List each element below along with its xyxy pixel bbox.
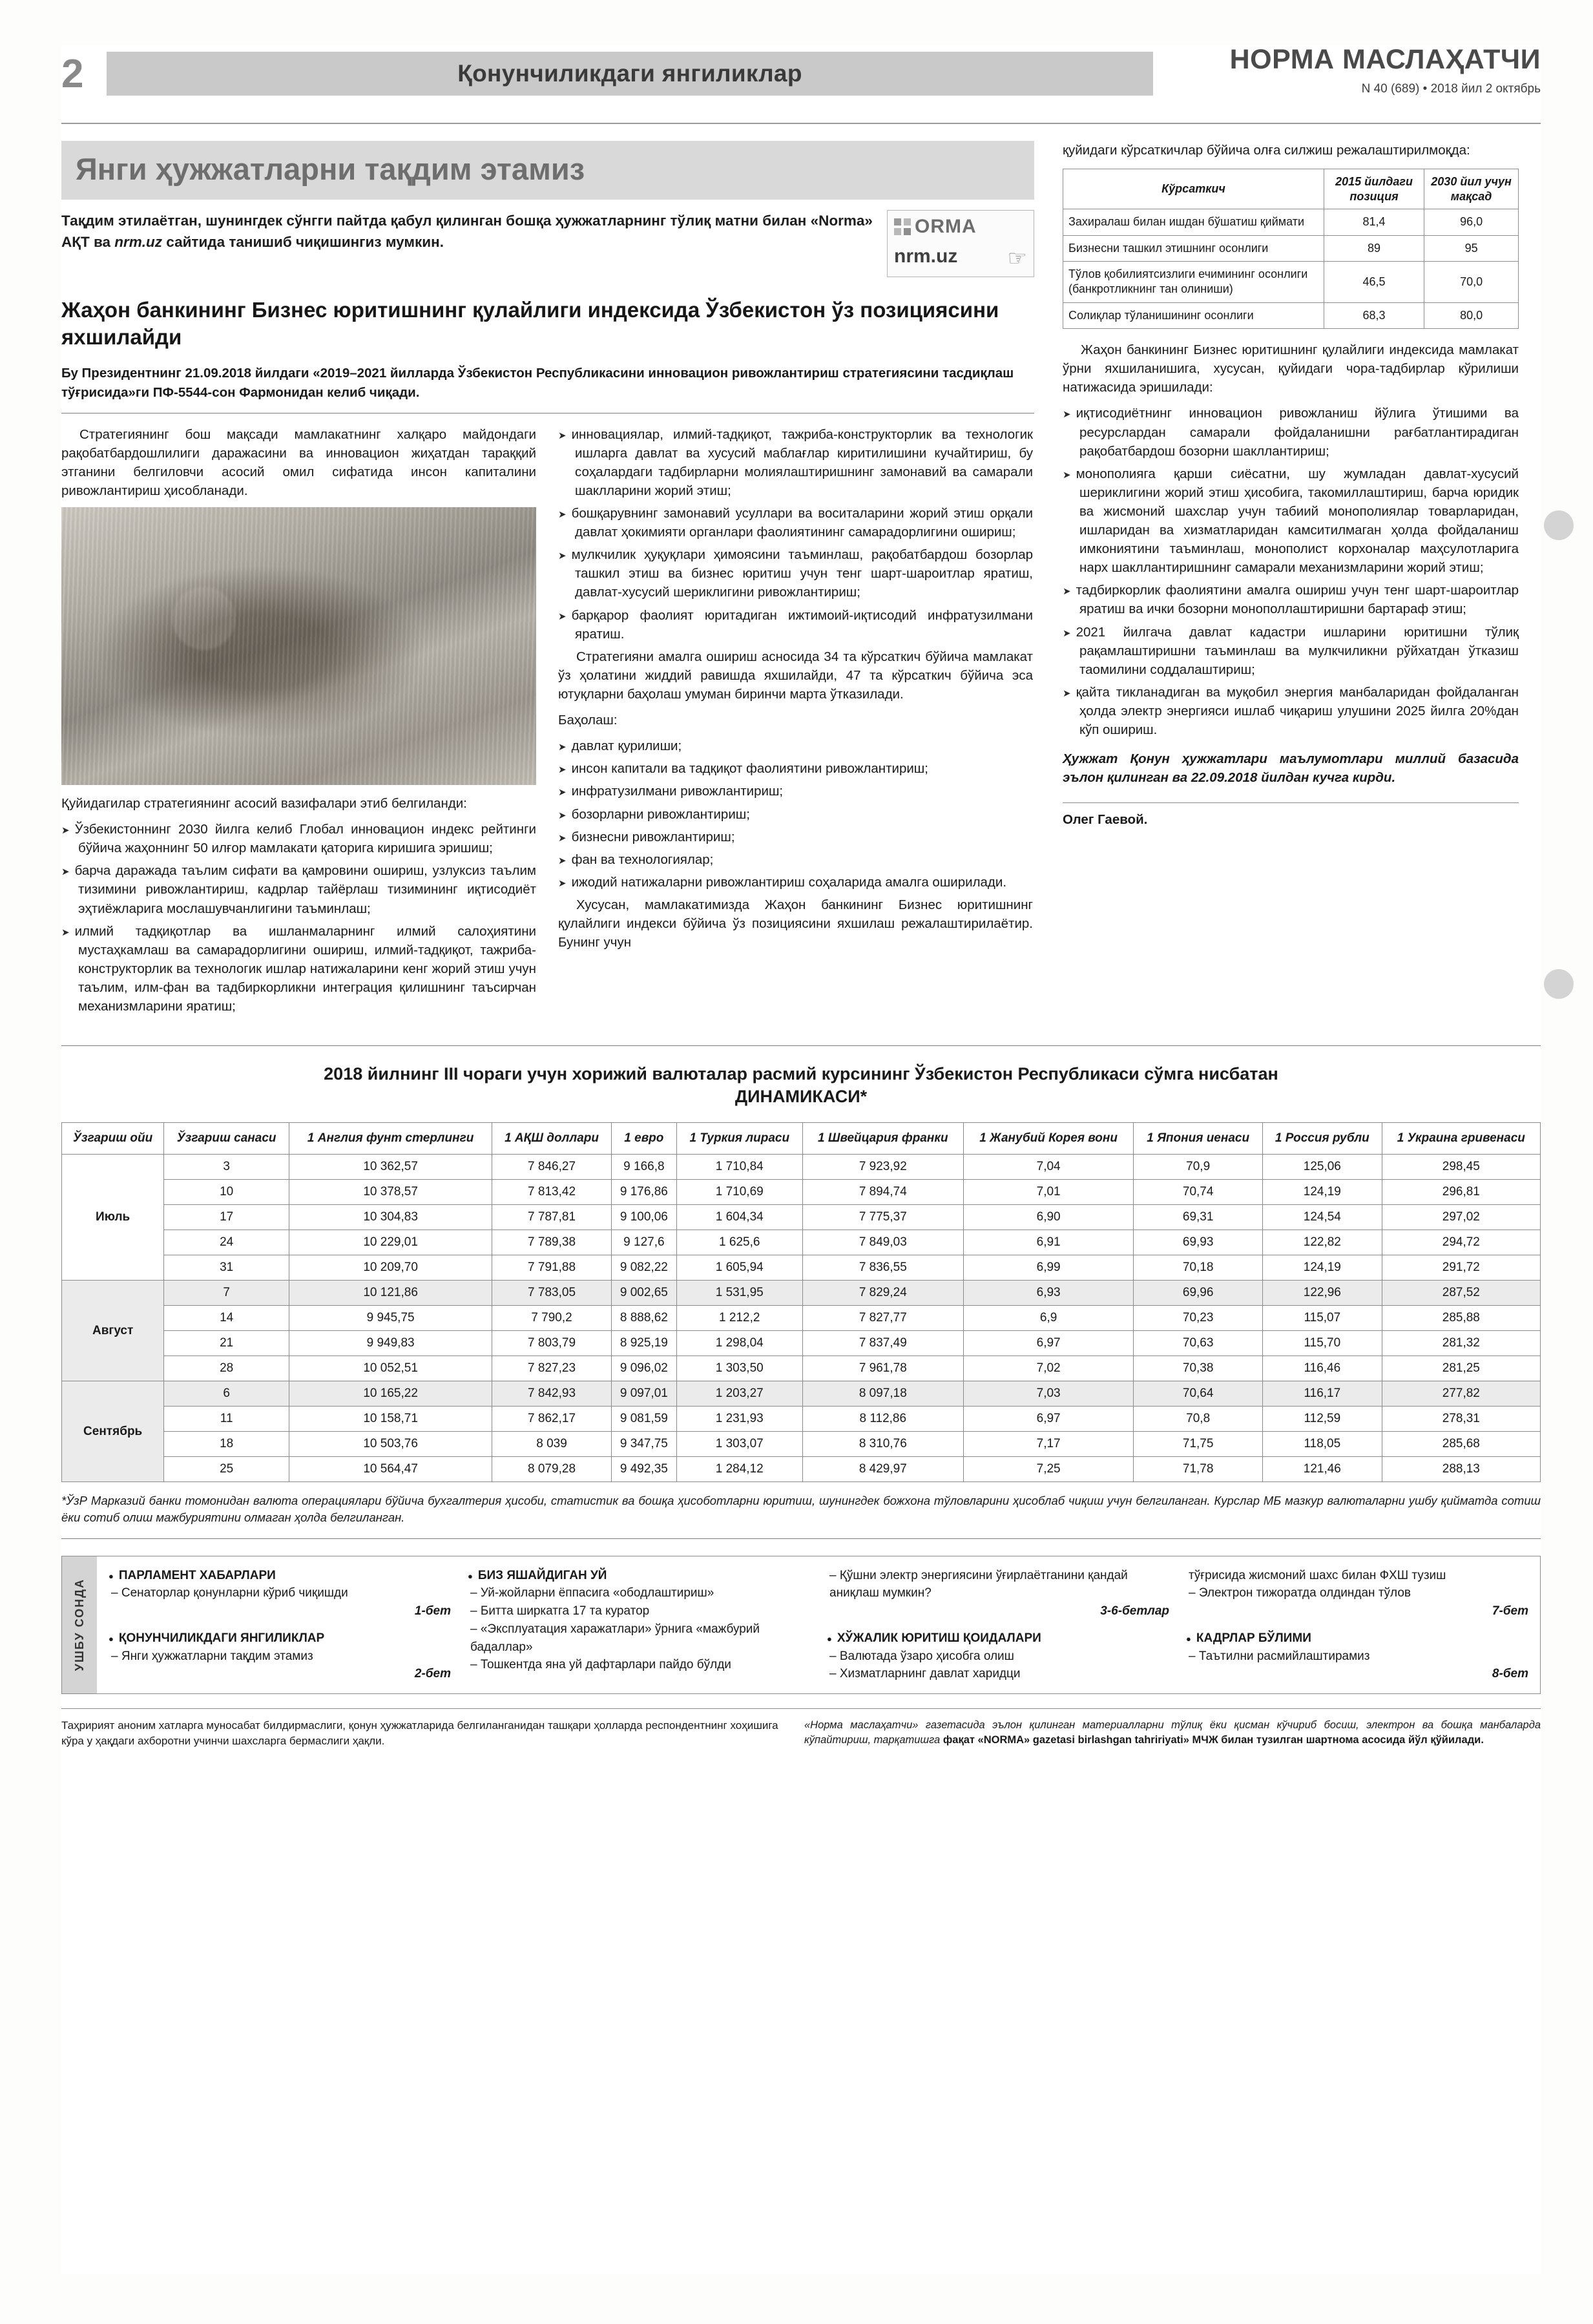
contents-heading: ● ҚОНУНЧИЛИКДАГИ ЯНГИЛИКЛАР — [109, 1629, 451, 1648]
cell: 9 492,35 — [611, 1457, 676, 1482]
cell: 298,45 — [1382, 1155, 1540, 1180]
cell: Тўлов қобилиятсизлиги ечимининг осонлиги (банкротликнинг тан олиниши) — [1063, 261, 1324, 302]
table-row — [1063, 209, 1519, 235]
cell: 124,54 — [1263, 1205, 1382, 1230]
contents-col-2 — [468, 1567, 810, 1683]
col-header-indicator: Кўрсаткич — [1063, 169, 1324, 209]
col-header-jpy: 1 Япония иенаси — [1134, 1123, 1263, 1155]
table-row — [62, 1281, 1541, 1306]
paragraph: Стратегиянинг бош мақсади мамлакатнинг халқаро майдондаги рақобатбардошлилиги даражасини ва инновацион жиҳатдан тараққий этганини белгиловчи асосий омил сифатида инсон капиталини ривожлантириш ҳисобланади. — [61, 426, 536, 498]
cell: 89 — [1324, 235, 1424, 261]
cell: 10 503,76 — [289, 1432, 492, 1457]
cell: 70,23 — [1134, 1306, 1263, 1331]
cell: 7 837,49 — [802, 1331, 963, 1356]
footer-copyright — [804, 1718, 1541, 1749]
table-row — [62, 1180, 1541, 1205]
cell: 9 096,02 — [611, 1356, 676, 1381]
table-row — [62, 1230, 1541, 1255]
paragraph: Стратегияни амалга ошириш асносида 34 та кўрсаткич бўйича мамлакат ўз ҳолатини жиддий равишда яхшилайди, 47 та кўрсаткич бўйича эса ютуқларни баҳолаш умуман биринчи марта ўтказилади. — [558, 649, 1033, 702]
cell: 81,4 — [1324, 209, 1424, 235]
currency-title — [61, 1063, 1541, 1108]
cell: 7,03 — [963, 1381, 1133, 1407]
currency-title-line2: ДИНАМИКАСИ* — [734, 1087, 868, 1107]
document-note: Ҳужжат Қонун ҳужжатлари маълумотлари миллий базасида эълон қилинган ва 22.09.2018 йилдан кучга кирди. — [1063, 751, 1519, 786]
publication-brand: НОРМА МАСЛАҲАТЧИ — [1229, 44, 1541, 75]
cell: 9 347,75 — [611, 1432, 676, 1457]
cell: 1 303,07 — [676, 1432, 802, 1457]
cell: 70,0 — [1424, 261, 1519, 302]
col-header-chf: 1 Швейцария франки — [802, 1123, 963, 1155]
cell: 7 783,05 — [492, 1281, 612, 1306]
cell: 69,93 — [1134, 1230, 1263, 1255]
promo-lead-part1: Тақдим этилаётган, шунингдек сўнгги пайтда қабул қилинган бошқа ҳужжатларнинг тўлиқ матни билан «Norma» АҚТ ва — [61, 212, 873, 251]
footer-copyright-part1: «Норма маслаҳатчи» газетасида эълон қилинган материалларни тўлиқ ёки қисман кўчириб босиш, электрон ва бошқа манбаларда кўпайтириш, тарқатишга — [804, 1719, 1541, 1746]
cell: 8 079,28 — [492, 1457, 612, 1482]
masthead — [61, 45, 1541, 118]
article-photo — [61, 507, 536, 785]
cell: 1 710,84 — [676, 1155, 802, 1180]
cell: 8 112,86 — [802, 1407, 963, 1432]
cell: 70,64 — [1134, 1381, 1263, 1407]
cell: 46,5 — [1324, 261, 1424, 302]
cell: 7 842,93 — [492, 1381, 612, 1407]
contents-columns — [97, 1556, 1540, 1693]
cell: 10 229,01 — [289, 1230, 492, 1255]
cell: 7 894,74 — [802, 1180, 963, 1205]
bullet-item: ➤ илмий тадқиқотлар ва ишланмаларнинг илмий салоҳиятини мустаҳкамлаш ва самарадорлигини ошириш, илмий-тадқиқот, тажриба-конструкторлик ва технологик ишлар натижаларини кенг жорий этиш учун таълим, илм-фан ва тадбиркорликни интеграция қилишнинг таъсирчан механизмларини яратиш; — [61, 922, 536, 1016]
cell: 70,8 — [1134, 1407, 1263, 1432]
cell: 1 303,50 — [676, 1356, 802, 1381]
promo-lead-part2: сайтида танишиб чиқишингиз мумкин. — [162, 234, 444, 251]
cell: 6 — [164, 1381, 289, 1407]
cell: 6,93 — [963, 1281, 1133, 1306]
norma-logo[interactable] — [887, 210, 1034, 277]
cell: 1 203,27 — [676, 1381, 802, 1407]
cell: 121,46 — [1263, 1457, 1382, 1482]
currency-table — [61, 1122, 1541, 1482]
cell: 3 — [164, 1155, 289, 1180]
paragraph: Жаҳон банкининг Бизнес юритишнинг қулайлиги индексида мамлакат ўрни яхшиланишига, хусусан, қуйидаги чора-тадбирлар кўрилиши натижасида эришилади: — [1063, 342, 1519, 395]
cell-month: Июль — [62, 1155, 164, 1281]
cell: 10 121,86 — [289, 1281, 492, 1306]
cell: Захиралаш билан ишдан бўшатиш қиймати — [1063, 209, 1324, 235]
bullet-item: ➤ бизнесни ривожлантириш; — [558, 828, 1033, 846]
right-column — [1056, 141, 1519, 1020]
contents-heading: ● БИЗ ЯШАЙДИГАН УЙ — [468, 1567, 810, 1585]
cell: 69,96 — [1134, 1281, 1263, 1306]
contents-heading: ● ПАРЛАМЕНТ ХАБАРЛАРИ — [109, 1567, 451, 1585]
cell: 1 298,04 — [676, 1331, 802, 1356]
paragraph: Хусусан, мамлакатимизда Жаҳон банкининг Бизнес юритишнинг қулайлиги индекси бўйича ўз позициясини яхшилаш режалаштирилаётир. Бунинг учун — [558, 897, 1033, 950]
cell: 28 — [164, 1356, 289, 1381]
cell: 7 862,17 — [492, 1407, 612, 1432]
article-subhead: Жаҳон банкининг Бизнес юритишнинг қулайлиги индексида Ўзбекистон ўз позициясини яхшилайди — [61, 297, 999, 349]
col-header-2015: 2015 йилдаги позиция — [1324, 169, 1424, 209]
cell: 1 604,34 — [676, 1205, 802, 1230]
cell: 7 789,38 — [492, 1230, 612, 1255]
cell: 1 284,12 — [676, 1457, 802, 1482]
bullet-item: ➤ Ўзбекистоннинг 2030 йилга келиб Глобал инновацион индекс рейтинги бўйича жаҳоннинг 50 илғор мамлакати қаторига киришига эришиш; — [61, 820, 536, 857]
cell: 18 — [164, 1432, 289, 1457]
contents-item[interactable]: – Тошкентда яна уй дафтарлари пайдо бўлди — [470, 1658, 731, 1672]
cell: 124,19 — [1263, 1255, 1382, 1281]
contents-col-1 — [109, 1567, 451, 1683]
cell: 7 827,77 — [802, 1306, 963, 1331]
cell: 7 827,23 — [492, 1356, 612, 1381]
cell: 7,04 — [963, 1155, 1133, 1180]
col-header-2030: 2030 йил учун мақсад — [1424, 169, 1519, 209]
cell: 7 829,24 — [802, 1281, 963, 1306]
cell: 9 949,83 — [289, 1331, 492, 1356]
cell: 10 209,70 — [289, 1255, 492, 1281]
cell: 7 849,03 — [802, 1230, 963, 1255]
section-banner — [107, 52, 1153, 96]
norma-wordmark — [894, 216, 1027, 238]
article-author: Олег Гаевой. — [1063, 802, 1519, 828]
cell: 125,06 — [1263, 1155, 1382, 1180]
bullet-item: ➤ мулкчилик ҳуқуқлари ҳимоясини таъминлаш, рақобатбардош бозорлар ташкил этиш ва бизнес юритиш учун тенг шарт-шароитлар яратиш, давлат-хусусий шериклигини ривожлантириш; — [558, 545, 1033, 602]
cell: 9 127,6 — [611, 1230, 676, 1255]
contents-heading: ● КАДРЛАР БЎЛИМИ — [1186, 1629, 1528, 1648]
cell: 7 — [164, 1281, 289, 1306]
cell: 9 002,65 — [611, 1281, 676, 1306]
cell: 115,70 — [1263, 1331, 1382, 1356]
cell: 9 097,01 — [611, 1381, 676, 1407]
cell: 1 531,95 — [676, 1281, 802, 1306]
cell: 9 945,75 — [289, 1306, 492, 1331]
table-row — [62, 1457, 1541, 1482]
cell: 70,74 — [1134, 1180, 1263, 1205]
bullet-item: ➤ барча даражада таълим сифати ва қамровини ошириш, узлуксиз таълим тизимини ривожлантириш, кадрлар тайёрлаш тизимининг иқтисодиёт эҳтиёжларига мослашувчанлигини таъминлаш; — [61, 861, 536, 917]
table-row — [62, 1205, 1541, 1230]
cell: 7 775,37 — [802, 1205, 963, 1230]
cell: 7,17 — [963, 1432, 1133, 1457]
cell: 291,72 — [1382, 1255, 1540, 1281]
bullet-item: ➤ монополияга қарши сиёсатни, шу жумладан давлат-хусусий шериклигини жорий этиш ҳисобига, такомиллаштириш, барча юридик ва жисмоний шахслар учун табиий монополиялар товарларидан, ишларидан ва хизматларидан камситилмаган ҳолда фойдаланиш имкониятини таъминлаш, монополист корхоналар маҳсулотларига нарх шакллантиришнинг самарали механизмларини жорий этиш; — [1063, 465, 1519, 578]
cell: 70,18 — [1134, 1255, 1263, 1281]
article-area — [61, 141, 1541, 1020]
cell: 95 — [1424, 235, 1519, 261]
cell: 8 097,18 — [802, 1381, 963, 1407]
table-row — [1063, 302, 1519, 328]
cell: 8 888,62 — [611, 1306, 676, 1331]
indicators-table — [1063, 169, 1519, 329]
cell: Солиқлар тўланишининг осонлиги — [1063, 302, 1324, 328]
cell: 8 925,19 — [611, 1331, 676, 1356]
cell: 281,25 — [1382, 1356, 1540, 1381]
bullet-item: ➤ қайта тикланадиган ва муқобил энергия манбаларидан фойдаланган ҳолда электр энергияси ишлаб чиқариш улушини 2025 йилга 20%дан кўп ошириш. — [1063, 683, 1519, 739]
col-header-try: 1 Туркия лираси — [676, 1123, 802, 1155]
cell: 296,81 — [1382, 1180, 1540, 1205]
cell: 10 362,57 — [289, 1155, 492, 1180]
cell: 7 846,27 — [492, 1155, 612, 1180]
bullet-item: ➤ бозорларни ривожлантириш; — [558, 805, 1033, 824]
bullet-item: ➤ давлат қурилиши; — [558, 737, 1033, 755]
article-col-1 — [61, 425, 536, 1020]
cell: 112,59 — [1263, 1407, 1382, 1432]
cell: 122,82 — [1263, 1230, 1382, 1255]
cell: 10 165,22 — [289, 1381, 492, 1407]
section-title: Қонунчиликдаги янгиликлар — [457, 60, 802, 87]
cell: 6,99 — [963, 1255, 1133, 1281]
article-col-2 — [558, 425, 1033, 1020]
cell: 116,17 — [1263, 1381, 1382, 1407]
cell: 80,0 — [1424, 302, 1519, 328]
bullet-item: ➤ инфратузилмани ривожлантириш; — [558, 782, 1033, 801]
table-header-row — [1063, 169, 1519, 209]
table-row — [62, 1306, 1541, 1331]
page-footer — [61, 1708, 1541, 1749]
contents-item[interactable]: – Валютада ўзаро ҳисобга олиш — [829, 1649, 1014, 1663]
cell: 9 100,06 — [611, 1205, 676, 1230]
cell: 7 803,79 — [492, 1331, 612, 1356]
paragraph: Қуйидагилар стратегиянинг асосий вазифалари этиб белгиланди: — [61, 795, 467, 811]
cell: 7 787,81 — [492, 1205, 612, 1230]
cell: 285,68 — [1382, 1432, 1540, 1457]
page-sheet — [61, 45, 1541, 2274]
contents-col-3 — [827, 1567, 1169, 1683]
cell: 287,52 — [1382, 1281, 1540, 1306]
contents-heading: ● ХЎЖАЛИК ЮРИТИШ ҚОИДАЛАРИ — [827, 1629, 1169, 1648]
cell: 6,90 — [963, 1205, 1133, 1230]
masthead-rule — [61, 123, 1541, 124]
cell: 7 813,42 — [492, 1180, 612, 1205]
right-body — [1063, 340, 1519, 828]
cell: 7 836,55 — [802, 1255, 963, 1281]
col-header-eur: 1 евро — [611, 1123, 676, 1155]
cell: 21 — [164, 1331, 289, 1356]
table-row — [1063, 235, 1519, 261]
cell: 70,38 — [1134, 1356, 1263, 1381]
issue-line: N 40 (689) • 2018 йил 2 октябрь — [1361, 82, 1541, 96]
table-row — [62, 1432, 1541, 1457]
bullet-item: ➤ иқтисодиётнинг инновацион ривожланиш йўлига ўтишими ва ресурслардан самарали фойдаланишни рағбатлантирадиган рақобатбардош бозорни шакллантириш; — [1063, 404, 1519, 460]
masthead-right — [1153, 45, 1541, 96]
article-intro: Бу Президентнинг 21.09.2018 йилдаги «2019–2021 йилларда Ўзбекистон Республикасини инновацион ривожлантириш стратегиясини тасдиқлаш тўғрисида»ги ПФ-5544-сон Фармонидан келиб чиқади. — [61, 364, 1034, 413]
footer-copyright-bold: фақат «NORMA» gazetasi birlashgan tahririyati» МЧЖ билан тузилган шартнома асосида йўл қўйилади. — [942, 1734, 1484, 1746]
contents-page: 2-бет — [414, 1667, 451, 1681]
col-header-month: Ўзгариш ойи — [62, 1123, 164, 1155]
cell: 1 231,93 — [676, 1407, 802, 1432]
cell: 68,3 — [1324, 302, 1424, 328]
cell: 31 — [164, 1255, 289, 1281]
contents-page: 7-бет — [1492, 1604, 1528, 1618]
cell: 6,9 — [963, 1306, 1133, 1331]
cell: Бизнесни ташкил этишнинг осонлиги — [1063, 235, 1324, 261]
contents-tab — [62, 1556, 97, 1693]
cell: 1 625,6 — [676, 1230, 802, 1255]
contents-item[interactable]: – Электрон тижоратда олдиндан тўлов — [1189, 1586, 1411, 1600]
cell: 1 710,69 — [676, 1180, 802, 1205]
cell: 7 961,78 — [802, 1356, 963, 1381]
cell: 70,9 — [1134, 1155, 1263, 1180]
col-header-gbp: 1 Англия фунт стерлинги — [289, 1123, 492, 1155]
cell: 294,72 — [1382, 1230, 1540, 1255]
currency-section — [61, 1045, 1541, 1538]
cell: 9 176,86 — [611, 1180, 676, 1205]
cell: 14 — [164, 1306, 289, 1331]
contents-item[interactable]: – Янги ҳужжатларни тақдим этамиз — [111, 1649, 313, 1663]
pointing-hand-icon: ☞ — [1007, 246, 1027, 271]
cell: 70,63 — [1134, 1331, 1263, 1356]
cell: 10 378,57 — [289, 1180, 492, 1205]
cell: 71,78 — [1134, 1457, 1263, 1482]
promo-headline: Янги ҳужжатларни тақдим этамиз — [76, 152, 585, 186]
cell: 116,46 — [1263, 1356, 1382, 1381]
contents-item[interactable]: – Хизматларнинг давлат харидци — [829, 1667, 1021, 1681]
contents-item[interactable]: – Сенаторлар қонунларни кўриб чиқишди — [111, 1586, 348, 1600]
cell: 281,32 — [1382, 1331, 1540, 1356]
cell-month: Сентябрь — [62, 1381, 164, 1482]
table-header-row — [62, 1123, 1541, 1155]
edge-dot — [1544, 510, 1574, 540]
table-row — [62, 1356, 1541, 1381]
cell: 24 — [164, 1230, 289, 1255]
promo-lead-row — [61, 210, 1034, 277]
cell: 10 158,71 — [289, 1407, 492, 1432]
cell: 285,88 — [1382, 1306, 1540, 1331]
cell: 69,31 — [1134, 1205, 1263, 1230]
cell: 7,02 — [963, 1356, 1133, 1381]
cell: 10 052,51 — [289, 1356, 492, 1381]
contents-page: 1-бет — [414, 1604, 451, 1618]
contents-item[interactable]: – «Эксплуатация харажатлари» ўрнига «мажбурий бадаллар» — [470, 1622, 760, 1654]
promo-lead-site: nrm.uz — [114, 234, 163, 251]
cell: 278,31 — [1382, 1407, 1540, 1432]
article-columns — [61, 425, 1034, 1020]
paragraph: қуйидаги кўрсаткичлар бўйича олға силжиш режалаштирилмоқда: — [1063, 143, 1470, 158]
cell: 6,97 — [963, 1407, 1133, 1432]
contents-item[interactable]: – Битта ширкатга 17 та куратор — [470, 1604, 650, 1618]
cell: 10 304,83 — [289, 1205, 492, 1230]
cell: 25 — [164, 1457, 289, 1482]
cell: 96,0 — [1424, 209, 1519, 235]
table-row — [62, 1381, 1541, 1407]
cell: 288,13 — [1382, 1457, 1540, 1482]
contents-box — [61, 1556, 1541, 1694]
cell: 10 — [164, 1180, 289, 1205]
cell: 11 — [164, 1407, 289, 1432]
cell: 1 212,2 — [676, 1306, 802, 1331]
cell: 8 429,97 — [802, 1457, 963, 1482]
cell: 122,96 — [1263, 1281, 1382, 1306]
cell: 7 791,88 — [492, 1255, 612, 1281]
bullet-item: ➤ ижодий натижаларни ривожлантириш соҳаларида амалга оширилади. — [558, 873, 1033, 892]
cell: 9 082,22 — [611, 1255, 676, 1281]
cell: 9 166,8 — [611, 1155, 676, 1180]
bullet-item: ➤ фан ва технологиялар; — [558, 850, 1033, 869]
edge-dot — [1544, 969, 1574, 999]
cell: 6,97 — [963, 1331, 1133, 1356]
cell: 124,19 — [1263, 1180, 1382, 1205]
contents-item[interactable]: – Қўшни электр энергиясини ўғирлаётганини қандай аниқлаш мумкин? — [829, 1568, 1128, 1600]
cell: 7,25 — [963, 1457, 1133, 1482]
col-header-date: Ўзгариш санаси — [164, 1123, 289, 1155]
cell: 118,05 — [1263, 1432, 1382, 1457]
cell: 7 923,92 — [802, 1155, 963, 1180]
table-row — [62, 1407, 1541, 1432]
currency-title-line1: 2018 йилнинг III чораги учун хорижий валюталар расмий курсининг Ўзбекистон Республикаси сўмга нисбатан — [324, 1064, 1278, 1084]
bullet-item: ➤ барқарор фаолият юритадиган ижтимоий-иқтисодий инфратузилмани яратиш. — [558, 606, 1033, 644]
bullet-item: ➤ инновациялар, илмий-тадқиқот, тажриба-конструкторлик ва технологик ишларга давлат ва хусусий маблағлар киритилишини кучайтириш, бу соҳалардаги тадбирларни молиялаштиришнинг замонавий ва самарали шаклларини жорий этиш; — [558, 425, 1033, 500]
footer-disclaimer: Таҳририят аноним хатларга муносабат билдирмаслиги, қонун ҳужжатларида белгиланганидан ташқари ҳолларда респондентнинг хоҳишига кўра у ҳақдаги ахборотни учинчи шахсларга бермаслиги ҳақли. — [61, 1719, 778, 1747]
list-title: Баҳолаш: — [558, 713, 618, 728]
contents-item[interactable]: – Таътилни расмийлаштирамиз — [1189, 1649, 1370, 1663]
bullet-item: ➤ бошқарувнинг замонавий усуллари ва воситаларини жорий этиш орқали давлат ҳокимияти органлари фаолиятининг самарадорлигини ошириш; — [558, 504, 1033, 541]
contents-page: 8-бет — [1492, 1667, 1528, 1681]
table-row — [1063, 261, 1519, 302]
col-header-rub: 1 Россия рубли — [1263, 1123, 1382, 1155]
cell: 297,02 — [1382, 1205, 1540, 1230]
cell: 1 605,94 — [676, 1255, 802, 1281]
table-row — [62, 1255, 1541, 1281]
cell: 6,91 — [963, 1230, 1133, 1255]
bullet-item: ➤ тадбиркорлик фаолиятини амалга ошириш учун тенг шарт-шароитлар яратиш ва ички бозорни монополлаштиришни бартараф этиш; — [1063, 581, 1519, 618]
page-number: 2 — [61, 52, 84, 96]
contents-page: 3-6-бетлар — [1100, 1604, 1169, 1618]
cell: 10 564,47 — [289, 1457, 492, 1482]
table-row — [62, 1331, 1541, 1356]
col-header-uah: 1 Украина гривенаси — [1382, 1123, 1540, 1155]
cell-month: Август — [62, 1281, 164, 1381]
cell: 8 039 — [492, 1432, 612, 1457]
table-row — [62, 1155, 1541, 1180]
left-column — [61, 141, 1056, 1020]
cell: 7 790,2 — [492, 1306, 612, 1331]
cell: 277,82 — [1382, 1381, 1540, 1407]
promo-lead — [61, 210, 875, 277]
contents-item[interactable]: тўғрисида жисмоний шахс билан ФХШ тузиш — [1189, 1568, 1446, 1582]
cell: 9 081,59 — [611, 1407, 676, 1432]
contents-tab-label: УШБУ СОНДА — [72, 1578, 86, 1671]
norma-domain: nrm.uz — [894, 245, 958, 267]
promo-box — [61, 141, 1034, 200]
col-header-krw: 1 Жанубий Корея вони — [963, 1123, 1133, 1155]
cell: 7,01 — [963, 1180, 1133, 1205]
contents-col-4 — [1186, 1567, 1528, 1683]
currency-footnote: *ЎзР Марказий банки томонидан валюта операциялари бўйича бухгалтерия ҳисоби, статистик ва бошқа ҳисоботларни юритиш, шунингдек божхона тўловларини ҳисоблаб чиқиш учун белгиланган. Курслар МБ мазкур валюталарни ушбу қийматда сотиш ёки сотиб олиш мажбуриятини олмаган ҳолда белгиланган. — [61, 1492, 1541, 1539]
norma-squares-icon — [894, 218, 911, 235]
cell: 8 310,76 — [802, 1432, 963, 1457]
contents-item[interactable]: – Уй-жойларни ёппасига «ободлаштириш» — [470, 1586, 714, 1600]
cell: 17 — [164, 1205, 289, 1230]
col-header-usd: 1 АҚШ доллари — [492, 1123, 612, 1155]
bullet-item: ➤ инсон капитали ва тадқиқот фаолиятини ривожлантириш; — [558, 759, 1033, 778]
cell: 115,07 — [1263, 1306, 1382, 1331]
bullet-item: ➤ 2021 йилгача давлат кадастри ишларини юритишни тўлиқ рақамлаштиришни таъминлаш ва мулкчиликни рўйхатдан ўтказиш таомилини соддалаштириш; — [1063, 623, 1519, 679]
cell: 71,75 — [1134, 1432, 1263, 1457]
norma-logo-word: ORMA — [915, 215, 977, 237]
